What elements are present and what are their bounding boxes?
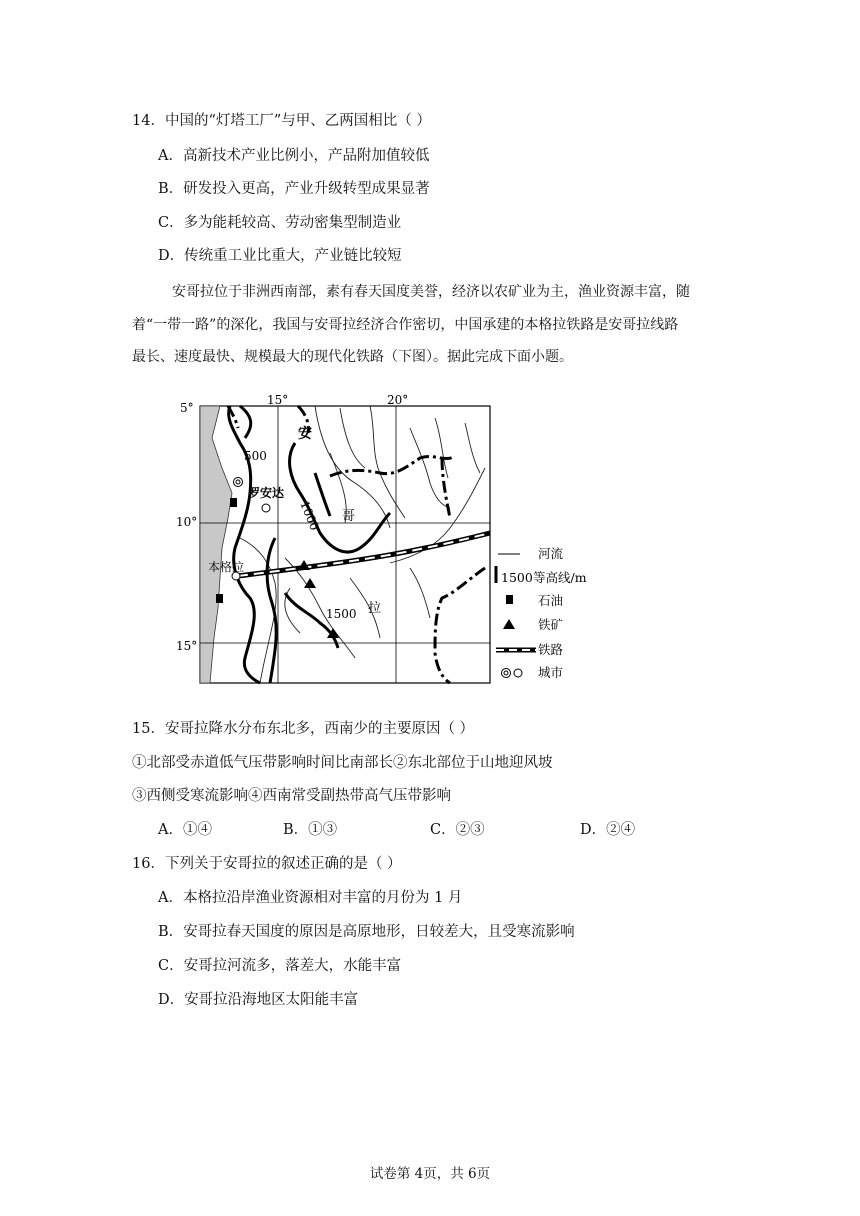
q15-option-d: D．②④ (580, 822, 636, 838)
page-footer: 试卷第 4页，共 6页 (369, 1166, 491, 1182)
label-an: 安 (298, 426, 312, 442)
lon-label-20: 20° (387, 393, 409, 407)
q14-stem: 14．中国的“灯塔工厂”与甲、乙两国相比（ ） (132, 113, 431, 129)
passage-line-3: 最长、速度最快、规模最大的现代化铁路（下图）。据此完成下面小题。 (132, 349, 573, 365)
label-contour-1000: 1000 (297, 498, 322, 533)
legend-contour: 等高线/m (533, 570, 587, 585)
q15-statement-1: ①北部受赤道低气压带影响时间比南部长②东北部位于山地迎风坡 (132, 755, 553, 771)
q14-option-a: A．高新技术产业比例小，产品附加值较低 (158, 148, 430, 164)
oil-symbol (230, 498, 237, 507)
q16-option-d: D．安哥拉沿海地区太阳能丰富 (158, 992, 359, 1008)
lat-label-10: 10° (176, 515, 198, 529)
legend-contour-value: 1500 (501, 570, 533, 585)
q16-option-b: B．安哥拉春天国度的原因是高原地形，日较差大，且受寒流影响 (158, 924, 575, 940)
lat-label-5: 5° (180, 401, 194, 415)
angola-map (176, 393, 600, 688)
q15-option-c: C．②③ (430, 822, 485, 838)
q15-option-a: A．①④ (158, 822, 212, 838)
q14-option-b: B．研发投入更高，产业升级转型成果显著 (158, 181, 430, 197)
label-ge: 哥 (342, 509, 356, 524)
q15-stem: 15．安哥拉降水分布东北多，西南少的主要原因（ ） (132, 721, 475, 737)
legend-iron-icon (503, 619, 515, 629)
lon-label-15: 15° (267, 393, 289, 407)
q16-option-a: A．本格拉沿岸渔业资源相对丰富的月份为 1 月 (158, 890, 463, 906)
q16-option-c: C．安哥拉河流多，落差大，水能丰富 (158, 958, 402, 974)
label-contour-1500: 1500 (326, 607, 357, 621)
q15-option-b: B．①③ (283, 822, 338, 838)
passage-line-2: 着“一带一路”的深化，我国与安哥拉经济合作密切，中国承建的本格拉铁路是安哥拉线路 (132, 317, 679, 333)
city-marker (262, 504, 270, 512)
lat-label-15: 15° (176, 639, 198, 653)
label-benguela: 本格拉 (208, 560, 245, 574)
legend-river: 河流 (538, 546, 564, 561)
map-legend (496, 546, 587, 680)
legend-oil-icon (506, 595, 513, 604)
legend-oil: 石油 (538, 593, 564, 608)
q15-statement-2: ③西侧受寒流影响④西南常受副热带高气压带影响 (132, 788, 451, 804)
label-contour-500: 500 (244, 449, 267, 463)
legend-city: 城市 (538, 665, 564, 680)
q14-option-d: D．传统重工业比重大，产业链比较短 (158, 248, 402, 264)
oil-symbol (216, 594, 223, 603)
passage-line-1: 安哥拉位于非洲西南部，素有春天国度美誉，经济以农矿业为主，渔业资源丰富，随 (172, 284, 690, 300)
q16-stem: 16．下列关于安哥拉的叙述正确的是（ ） (132, 856, 402, 872)
label-la: 拉 (368, 601, 382, 616)
legend-railway: 铁路 (538, 642, 564, 657)
label-luanda: 罗安达 (248, 486, 285, 500)
legend-iron: 铁矿 (538, 617, 564, 632)
city-luanda-marker (234, 478, 243, 487)
q14-option-c: C．多为能耗较高、劳动密集型制造业 (158, 215, 402, 231)
